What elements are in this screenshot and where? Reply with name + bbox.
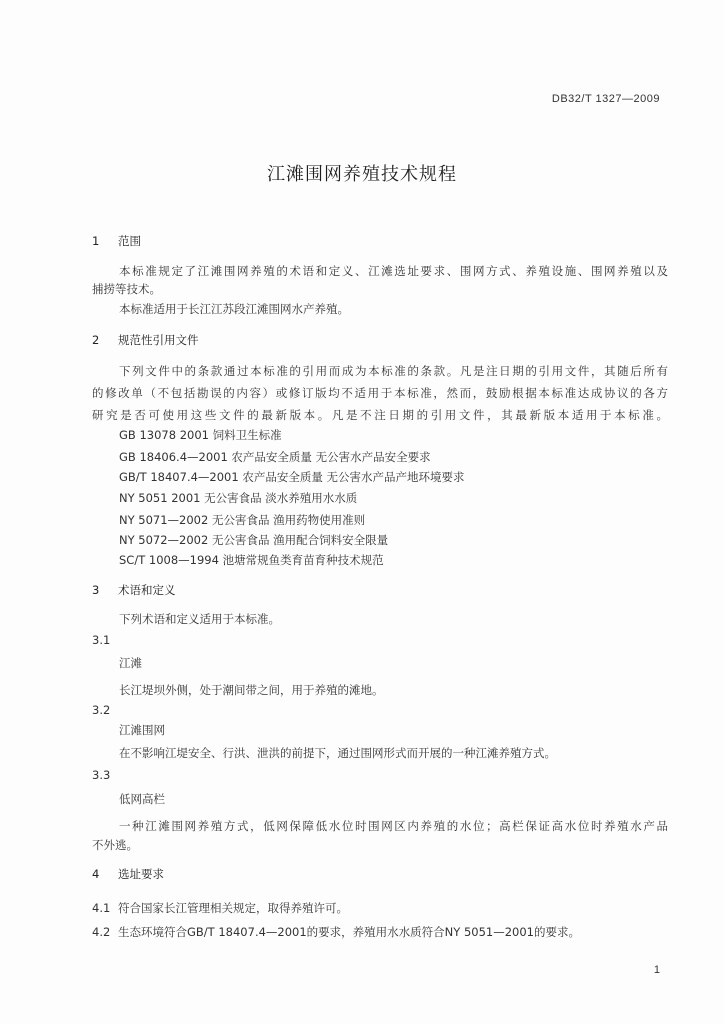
requirement-item [92,925,580,939]
section-4-heading [92,867,164,881]
section-number: 1 [92,234,100,248]
section-number: 4 [92,867,100,881]
section-title: 术语和定义 [118,583,176,597]
term-definition: 在不影响江堤安全、行洪、泄洪的前提下，通过围网形式而开展的一种江滩养殖方式。 [119,746,556,760]
section-1-paragraph-2: 本标准适用于长江江苏段江滩围网水产养殖。 [119,302,349,316]
term-definition: 长江堤坝外侧，处于潮间带之间，用于养殖的滩地。 [119,683,384,697]
reference-item: GB 18406.4—2001 农产品安全质量 无公害水产品安全要求 [119,450,431,464]
reference-item: GB 13078 2001 饲料卫生标准 [119,428,282,442]
requirement-text: 生态环境符合GB/T 18407.4—2001的要求，养殖用水水质符合NY 5051—2001的要求。 [118,925,580,939]
term-name: 江滩围网 [119,723,165,737]
reference-item: GB/T 18407.4—2001 农产品安全质量 无公害水产品产地环境要求 [119,470,465,484]
section-title: 选址要求 [118,867,164,881]
section-3-heading [92,583,176,597]
document-code: DB32/T 1327—2009 [551,93,660,105]
document-title: 江滩围网养殖技术规程 [267,164,457,185]
term-definition-cont: 不外逃。 [92,838,138,852]
reference-item: NY 5071—2002 无公害食品 渔用药物使用准则 [119,513,366,527]
section-2-paragraph-line-1: 下列文件中的条款通过本标准的引用而成为本标准的条款。凡是注日期的引用文件，其随后所有 [119,364,668,378]
section-number: 3 [92,583,100,597]
section-2-paragraph-line-2: 的修改单（不包括勘误的内容）或修订版均不适用于本标准，然而，鼓励根据本标准达成协议的各方 [92,386,668,400]
section-3-intro: 下列术语和定义适用于本标准。 [119,612,280,626]
reference-item: NY 5072—2002 无公害食品 渔用配合饲料安全限量 [119,533,389,547]
section-2-paragraph-line-3: 研究是否可使用这些文件的最新版本。凡是不注日期的引用文件，其最新版本适用于本标准。 [92,408,668,422]
section-1-heading [92,234,141,248]
term-name: 江滩 [119,656,142,670]
requirement-number: 4.2 [92,925,111,939]
requirement-item [92,901,348,915]
requirement-text: 符合国家长江管理相关规定，取得养殖许可。 [118,901,348,915]
term-definition: 一种江滩围网养殖方式，低网保障低水位时围网区内养殖的水位；高栏保证高水位时养殖水产品 [119,819,668,833]
section-1-paragraph-1: 本标准规定了江滩围网养殖的术语和定义、江滩选址要求、围网方式、养殖设施、围网养殖以及 [119,264,668,278]
term-name: 低网高栏 [119,792,165,806]
reference-item: NY 5051 2001 无公害食品 淡水养殖用水水质 [119,491,358,505]
term-number: 3.1 [92,633,111,647]
section-title: 规范性引用文件 [118,333,199,347]
page-number: 1 [653,964,660,976]
term-number: 3.3 [92,768,111,782]
section-2-heading [92,333,199,347]
reference-item: SC/T 1008—1994 池塘常规鱼类育苗育种技术规范 [119,553,384,567]
term-number: 3.2 [92,703,111,717]
requirement-number: 4.1 [92,901,111,915]
section-1-paragraph-1-cont: 捕捞等技术。 [92,282,161,296]
section-number: 2 [92,333,100,347]
section-title: 范围 [118,234,141,248]
